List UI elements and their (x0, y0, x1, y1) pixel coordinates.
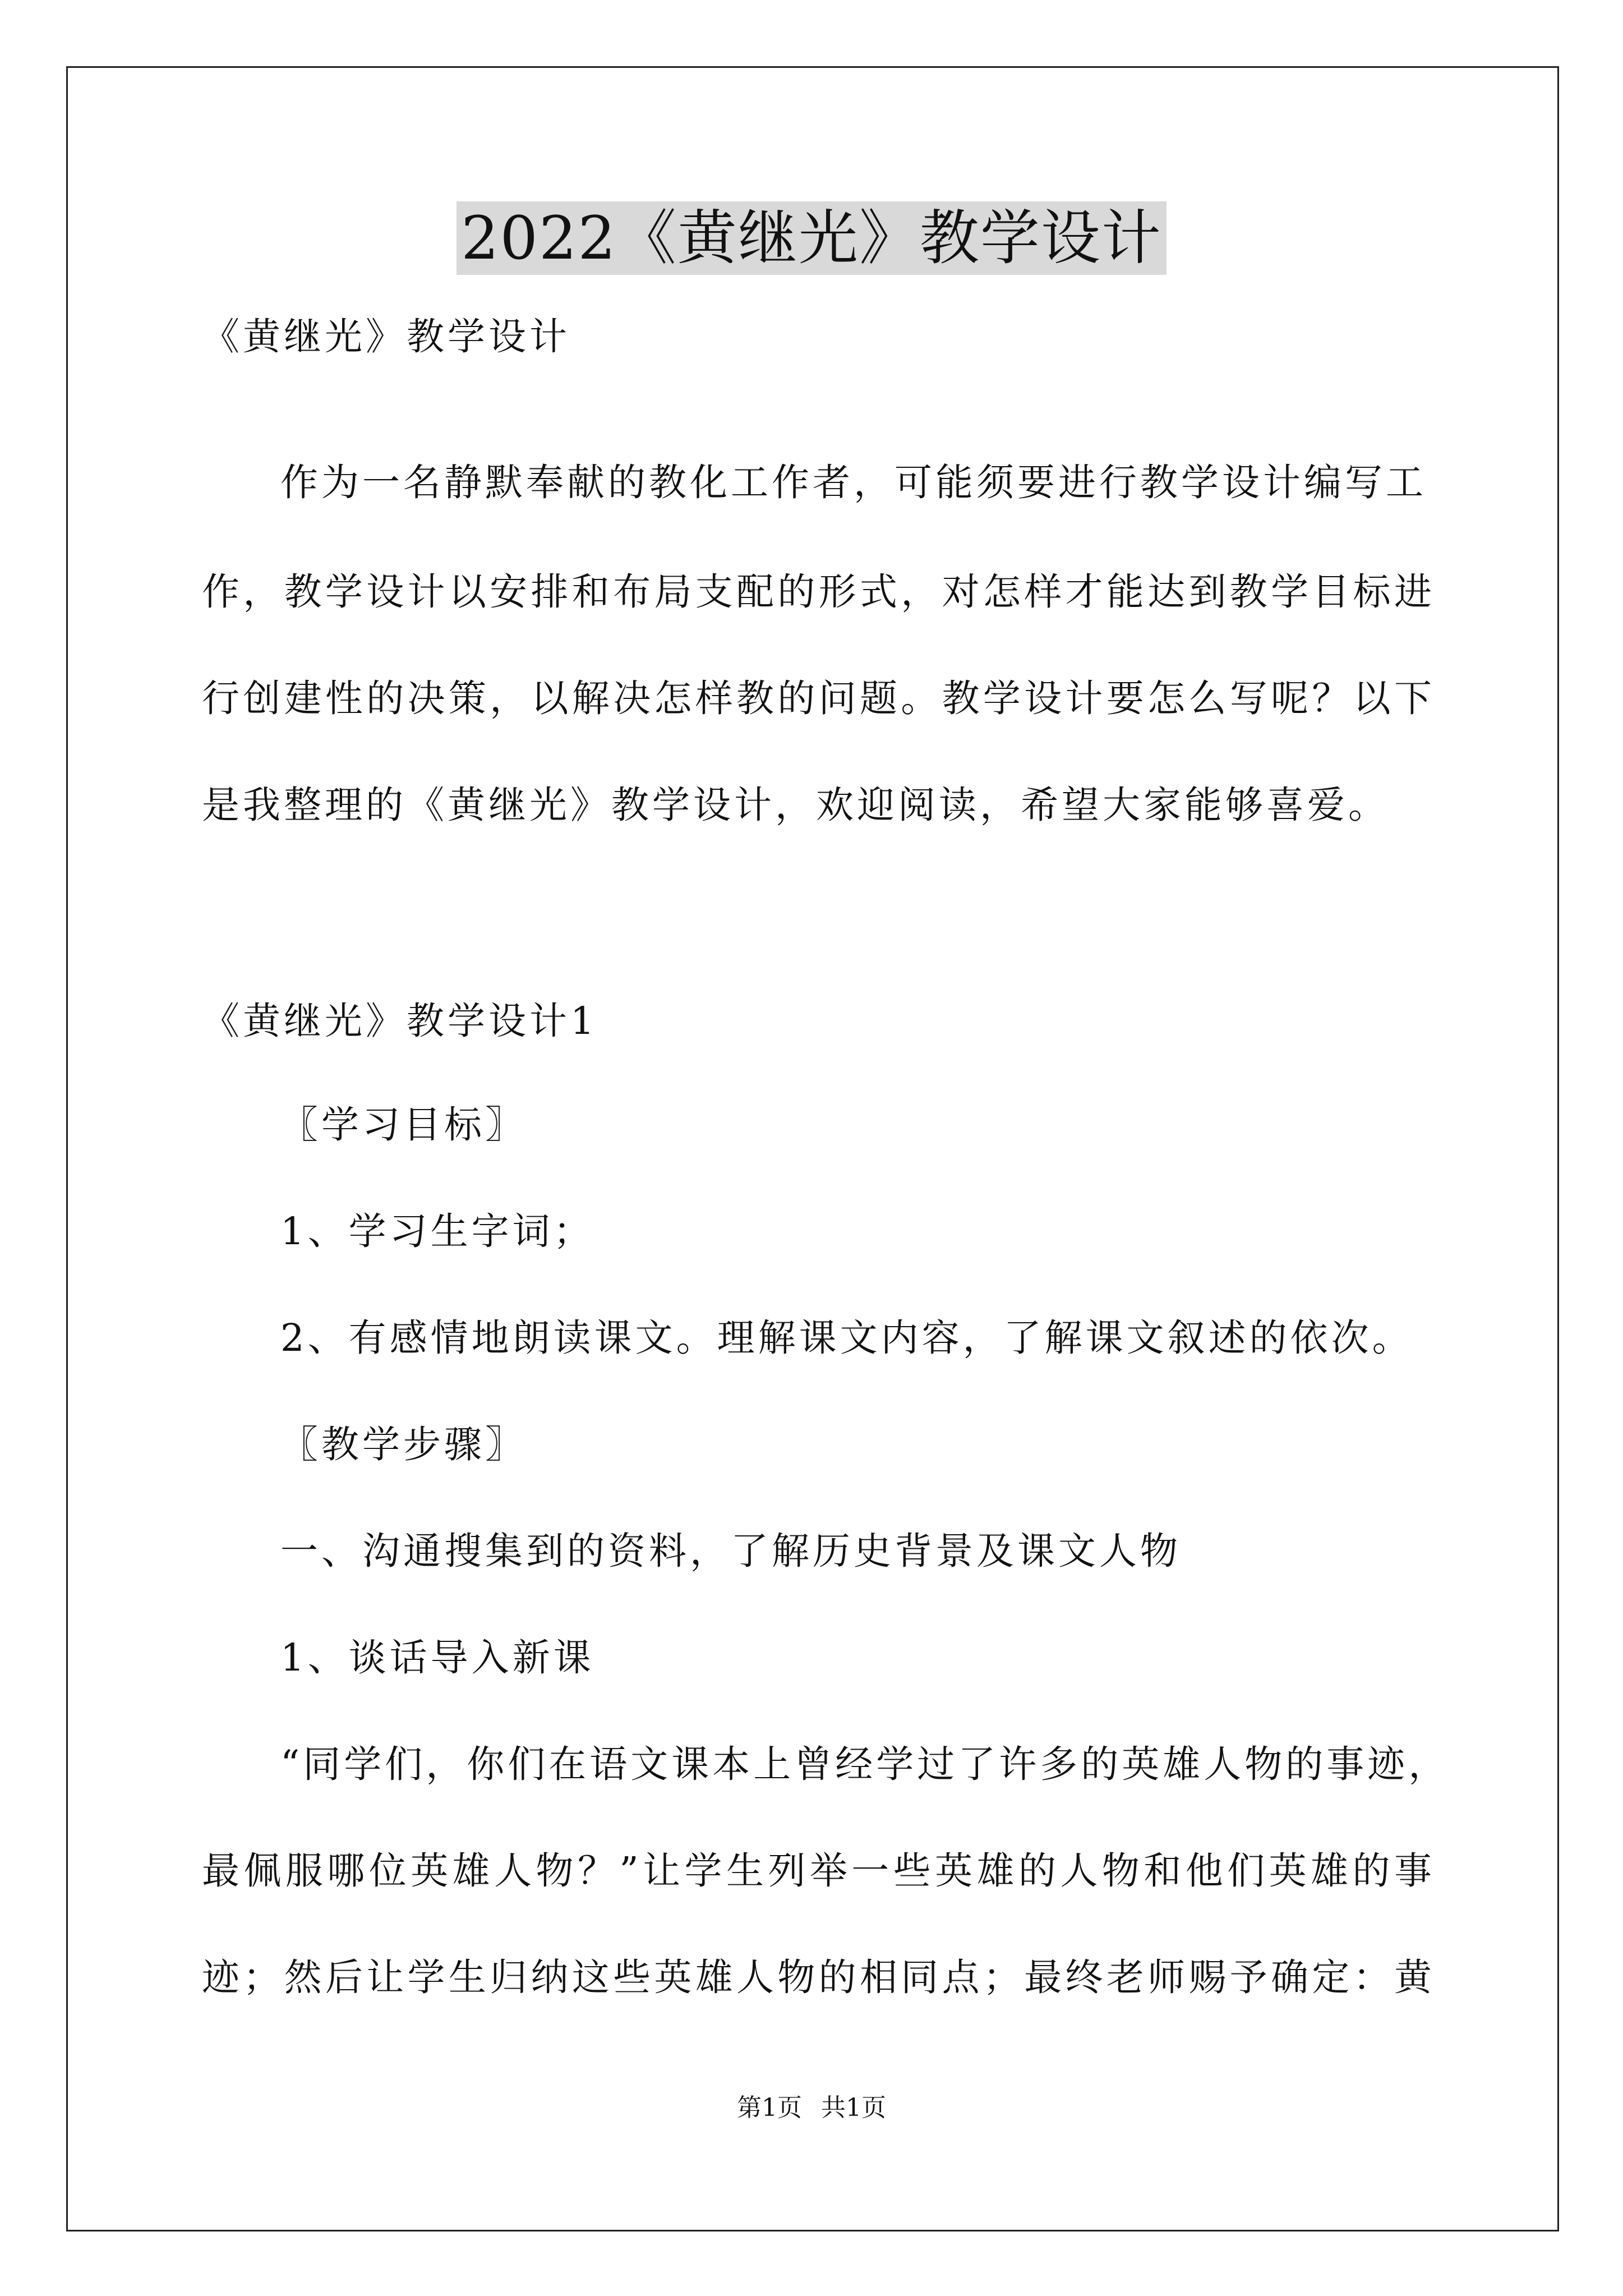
step-one-text-line-3: 迹；然后让学生归纳这些英雄人物的相同点；最终老师赐予确定：黄 (202, 1955, 1433, 1999)
section-heading: 《黄继光》教学设计1 (202, 999, 598, 1043)
objective-item-2: 2、有感情地朗读课文。理解课文内容，了解课文叙述的依次。 (280, 1316, 1413, 1360)
intro-line-3: 行创建性的决策，以解决怎样教的问题。教学设计要怎么写呢？以下 (202, 677, 1433, 720)
objective-item-1: 1、学习生字词； (280, 1209, 594, 1253)
steps-heading: 〖教学步骤〗 (280, 1423, 526, 1466)
step-one-text-line-1: “同学们，你们在语文课本上曾经学过了许多的英雄人物的事迹， (280, 1742, 1450, 1786)
objectives-heading: 〖学习目标〗 (280, 1103, 526, 1147)
document-subtitle: 《黄继光》教学设计 (202, 315, 570, 358)
document-title (0, 199, 1623, 278)
intro-line-1: 作为一名静默奉献的教化工作者，可能须要进行教学设计编写工 (280, 461, 1427, 504)
page-border (66, 66, 1559, 2231)
step-one-text-line-2: 最佩服哪位英雄人物？”让学生列举一些英雄的人物和他们英雄的事 (202, 1849, 1433, 1893)
intro-line-4: 是我整理的《黄继光》教学设计，欢迎阅读，希望大家能够喜爱。 (202, 783, 1389, 827)
document-title-text: 2022《黄继光》教学设计 (457, 201, 1166, 275)
step-one-heading: 一、沟通搜集到的资料，了解历史背景及课文人物 (280, 1529, 1181, 1573)
page-footer: 第1页 共1页 (737, 2093, 886, 2122)
intro-line-2: 作，教学设计以安排和布局支配的形式，对怎样才能达到教学目标进 (202, 570, 1433, 614)
step-one-subheading: 1、谈话导入新课 (280, 1636, 594, 1680)
